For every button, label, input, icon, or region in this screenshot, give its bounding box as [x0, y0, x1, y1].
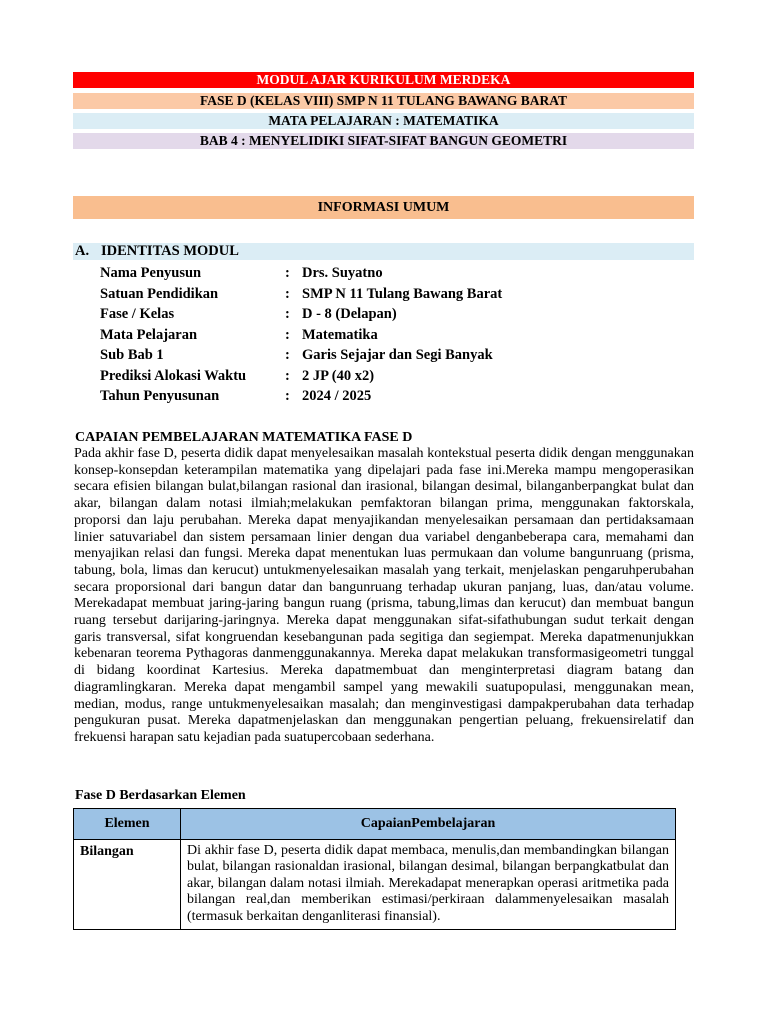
chapter-band: BAB 4 : MENYELIDIKI SIFAT-SIFAT BANGUN GEOMETRI — [73, 133, 694, 149]
identity-label: Prediksi Alokasi Waktu — [100, 367, 247, 384]
identity-colon: : — [285, 285, 290, 302]
general-info-heading: INFORMASI UMUM — [73, 196, 694, 219]
identity-colon: : — [285, 388, 290, 404]
identity-label: Nama Penyusun — [100, 265, 202, 281]
section-a-number: A. — [75, 243, 90, 259]
identity-label: Satuan Pendidikan — [100, 285, 219, 302]
phase-class-band: FASE D (KELAS VIII) SMP N 11 TULANG BAWANG BARAT — [73, 93, 694, 109]
table-row — [74, 840, 676, 930]
identity-colon: : — [285, 306, 290, 322]
identity-label: Sub Bab 1 — [100, 347, 164, 363]
identity-value: D - 8 (Delapan) — [302, 306, 397, 322]
identity-label: Mata Pelajaran — [100, 326, 198, 343]
table-header-row — [74, 809, 676, 840]
identity-value: 2024 / 2025 — [302, 388, 372, 404]
column-header-capaian: CapaianPembelajaran — [181, 809, 676, 840]
section-a-title: IDENTITAS MODUL — [101, 243, 239, 259]
learning-outcome-paragraph: Pada akhir fase D, peserta didik dapat menyelesaikan masalah kontekstual peserta didik dengan menggunakan konsep-konsepdan keterampilan matematika yang dipelajari pada fase ini.Mereka mampu mengoperasikan secara efisien bilangan bulat,bilangan rasional dan irasional, bilangan desimal, bilanganberpangkat bulat dan akar, bilangan dalam notasi ilmiah;melakukan pemfaktoran bilangan prima, menggunakan faktorskala, proporsi dan laju perubahan. Mereka dapat menyajikandan menyelesaikan persamaan dan pertidaksamaan linier satuvariabel dan sistem persamaan linier dengan dua variabel denganbeberapa cara, memahami dan menyajikan relasi dan fungsi. Mereka dapat menentukan luas permukaan dan volume bangunruang (prisma, tabung, bola, limas dan kerucut) untukmenyelesaikan masalah yang terkait, menjelaskan pengaruhperubahan secara proporsional dari bangun datar dan bangunruang terhadap ukuran panjang, luas, dan/atau volume. Merekadapat membuat jaring-jaring bangun ruang (prisma, tabung,limas dan kerucut) dan membuat bangun ruang tersebut darijaring-jaringnya. Mereka dapat menggunakan sifat-sifathubungan sudut terkait dengan garis transversal, sifat kongruendan kesebangunan pada segitiga dan segiempat. Mereka dapatmenunjukkan kebenaran teorema Pythagoras danmenggunakannya. Mereka dapat melakukan transformasigeometri tunggal di bidang koordinat Kartesius. Mereka dapatmembuat dan menginterpretasi diagram batang dan diagramlingkaran. Mereka dapat mengambil sampel yang mewakili suatupopulasi, menggunakan mean, median, modus, range untukmenyelesaikan masalah; dan menginvestigasi dampakperubahan data terhadap pengukuran pusat. Mereka dapatmenjelaskan dan menggunakan pengertian peluang, frekuensirelatif dan frekuensi harapan satu kejadian pada suatupercobaan sederhana. — [74, 446, 694, 745]
phase-by-element-title: Fase D Berdasarkan Elemen — [75, 788, 246, 803]
identity-value: 2 JP (40 x2) — [302, 367, 375, 384]
subject-band: MATA PELAJARAN : MATEMATIKA — [73, 113, 694, 129]
column-header-elemen: Elemen — [74, 809, 181, 840]
identity-colon: : — [285, 367, 290, 384]
identity-value: Drs. Suyatno — [302, 265, 383, 281]
element-outcome-table — [73, 808, 676, 930]
identity-value: Garis Sejajar dan Segi Banyak — [302, 347, 493, 363]
identity-value: Matematika — [302, 326, 378, 343]
identity-value: SMP N 11 Tulang Bawang Barat — [302, 285, 503, 302]
identity-label: Tahun Penyusunan — [100, 388, 220, 404]
identity-colon: : — [285, 326, 290, 343]
learning-outcome-title: CAPAIAN PEMBELAJARAN MATEMATIKA FASE D — [75, 430, 413, 445]
identity-colon: : — [285, 265, 290, 281]
element-cell: Bilangan — [74, 840, 181, 930]
identity-colon: : — [285, 347, 290, 363]
identity-label: Fase / Kelas — [100, 306, 175, 322]
module-title-band: MODUL AJAR KURIKULUM MERDEKA — [73, 72, 694, 88]
outcome-cell: Di akhir fase D, peserta didik dapat membaca, menulis,dan membandingkan bilangan bulat, bilangan rasionaldan irasional, bilangan desimal, bilangan berpangkatbulat dan akar, bilangan dalam notasi ilmiah. Merekadapat menerapkan operasi aritmetika pada bilangan real,dan memberikan estimasi/perkiraan dalammenyelesaikan masalah (termasuk berkaitan denganliterasi finansial). — [181, 840, 676, 930]
section-a-heading — [73, 243, 694, 260]
